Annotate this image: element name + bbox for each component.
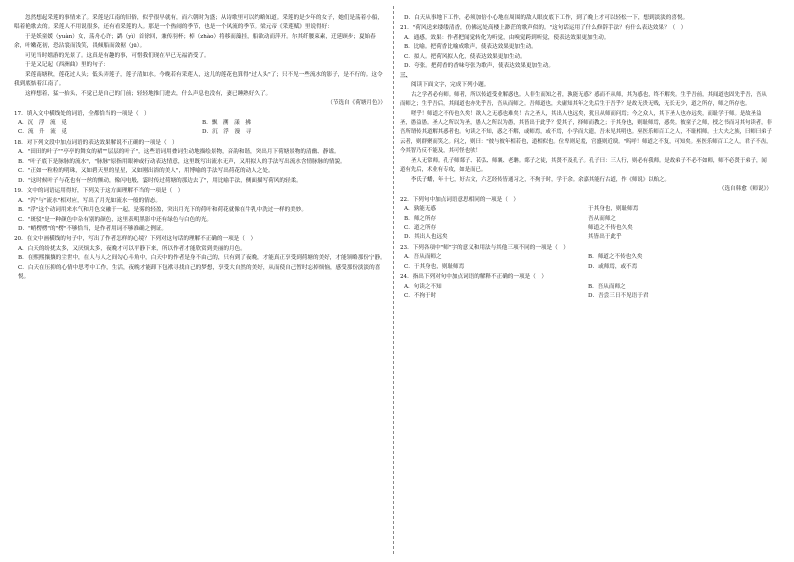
q22-option-d-right: 其皆出于此乎	[588, 234, 622, 241]
q21-option-a[interactable]: A．通感。效果：作者把闻觉转化为听觉，由嗅觉跨到听觉，使表达效果更加生动。	[404, 34, 610, 41]
q18-option-d[interactable]: D．"这时候叶子与花也有一丝的颤动，像闪电般，霎时传过荷塘的那边去了"，用比喻手法，侧面描写荷风的轻柔。	[18, 177, 302, 184]
q17-option-c[interactable]: C．流 升 流 觅	[18, 129, 68, 136]
q23-option-a[interactable]: A．吾从而师之	[404, 254, 442, 261]
q24-option-d[interactable]: D．吾尝三日不见语于君	[588, 293, 649, 300]
question-23	[400, 244, 772, 272]
q20-option-c[interactable]: C．白天在压抑的心情中思考中工作，生活，夜晚才能卸下包袱寻找自己的梦想，享受大自然的美好，从而使自己暂时忘掉烦恼，感受那份淡淡的喜悦。	[18, 264, 381, 281]
section-heading-3: 三、	[400, 72, 412, 79]
q17-option-a[interactable]: A．沉 浮 流 觅	[18, 119, 67, 126]
q23-option-c[interactable]: C．于其身也，则耻师焉	[404, 263, 465, 270]
question-24-stem: 24．指出下列对句中加点词语的解释不正确的一项是（ ）	[400, 274, 547, 281]
question-18	[14, 139, 386, 186]
q24-option-a[interactable]: A．句读之不知	[404, 283, 442, 290]
passage-para-6: 这样想着，猛一抬头，不觉已是自己的门前；轻轻地推门进去，什么声息也没有，妻已睡熟好久了。	[25, 90, 272, 97]
q22-option-a-right: 于其身也，则耻师焉	[588, 206, 639, 213]
q24-option-c[interactable]: C．不拘于时	[404, 293, 437, 300]
question-20-stem: 20．在文中画横线的句子中，写出了作者怎样的心境？下列对这句话的理解不正确的一项是（ ）	[14, 236, 257, 243]
q19-option-d[interactable]: D．"峭楞楞"的"楞"不够恰当，是作者用词不够准确之例证。	[18, 225, 168, 232]
q18-option-a[interactable]: A．"田田的叶子""亭亭的舞女的裙""层层的叶子"，这些语词用叠词生动地描绘景物，音韵和谐，突出月下荷塘景物的清幽、静谧。	[18, 149, 340, 156]
question-19	[14, 187, 386, 234]
q22-option-d-left[interactable]: D．其出人也远矣	[404, 234, 448, 241]
question-17-stem: 17．填入文中横线处的词语，全都恰当的一项是（ ）	[14, 110, 150, 117]
question-22	[400, 196, 772, 243]
passage-para-4: 于是又记起《西洲曲》里的句子：	[25, 62, 109, 69]
q20-option-a[interactable]: A．白天的纷扰太多，又厌烦太多，夜晚才可以平静下来，所以作者才能欣赏到美丽的月色。	[18, 245, 246, 252]
question-21-stem: 21．"荷风送来缕缕清香，仿佛远处高楼上渺茫的歌声似的。"这句话运用了什么修辞手法？有什么表达效果？（ ）	[400, 25, 687, 32]
question-23-stem: 23．下列各项中"师"字的意义和用法与其他三项不同的一项是（ ）	[400, 244, 569, 251]
right-column	[400, 14, 772, 302]
classical-passage-3: 圣人无常师。孔子师郯子、苌弘、师襄、老聃。郯子之徒，其贤不及孔子。孔子曰：三人行，则必有我师。是故弟子不必不如师，师不必贤于弟子，闻道有先后，术业有专攻，如是而已。	[400, 157, 767, 174]
q19-option-a[interactable]: A．"泻"与"流水"相对应，写出了月光如流水一般的情态。	[18, 197, 161, 204]
classical-passage-2: 嗟乎！师道之不传也久矣！欲人之无惑也难矣！古之圣人，其出人也远矣，犹且从师而问焉；今之众人，其下圣人也亦远矣，而耻学于师。是故圣益圣，愚益愚。圣人之所以为圣，愚人之所以为愚，其皆出于此乎？爱其子，择师而教之；于其身也，则耻师焉，惑矣。彼童子之师，授之书而习其句读者，非吾所谓传其道解其惑者也。句读之不知，惑之不解，或师焉，或不焉，小学而大遗，吾未见其明也。巫医乐师百工之人，不耻相师。士大夫之族，曰师曰弟子云者，则群聚而笑之。问之，则曰："彼与彼年相若也，道相似也。位卑则足羞，官盛则近谀。"呜呼！师道之不复，可知矣。巫医乐师百工之人，君子不齿，今其智乃反不能及，其可怪也欤！	[400, 110, 772, 155]
q19-option-b[interactable]: B．"浮"这个动词用来水气和月色交融于一起，是雾的轻盈，突出月光下的荷叶和荷花就像在牛乳中洗过一样的美妙。	[18, 207, 307, 214]
q21-option-b[interactable]: B．比喻。把荷香比喻成歌声，使表达效果更加生动。	[404, 44, 537, 51]
q17-option-d[interactable]: D．沉 浮 漫 寻	[202, 129, 252, 136]
q22-option-a-left[interactable]: A．孰能无惑	[404, 206, 437, 213]
left-column	[14, 14, 386, 283]
q22-option-b-right: 吾从而师之	[588, 215, 616, 222]
passage-para-3: 可见当时嬉游的光景了。这真是有趣的事，可惜我们现在早已无福消受了。	[25, 52, 210, 59]
question-24	[400, 273, 772, 301]
q21-option-c[interactable]: C．拟人。把荷风拟人化，使表达效果更加生动。	[404, 53, 526, 60]
classical-passage-4: 李氏子蟠，年十七，好古文，六艺经传皆通习之，不拘于时，学于余。余嘉其能行古道，作《师说》以贻之。	[411, 176, 670, 183]
q17-option-b[interactable]: B．飘 溯 漾 拂	[202, 119, 251, 126]
q18-option-c[interactable]: C．"正如一粒粒的明珠，又如碧天里的星星，又如刚出浴的美人"，用博喻的手法写出荷花的动人之处。	[18, 168, 274, 175]
passage-source: （节选自《荷塘月色》）	[327, 100, 386, 107]
passage-para-1: 忽然想起采莲的事情来了。采莲是江南的旧俗，似乎很早就有，而六朝时为盛；从诗歌里可以约略知道。采莲的是少年的女子，她们是荡着小船，唱着艳歌去的。采莲人不用说很多，还有看采莲的人。那是一个热闹的季节，也是一个风流的季节。梁元帝《采莲赋》里说得好：	[14, 15, 384, 31]
q24-option-b[interactable]: B．吾从而师之	[588, 283, 626, 290]
q22-option-c-left[interactable]: C．道之所存	[404, 224, 437, 231]
passage-para-2: 于是妖童媛（yuàn）女，荡舟心许；鹢（yì）首徐回，兼传羽杯；棹（zhào）将移而藻挂，船欲动而萍开。尔其纤腰束素，迁延顾步；夏始春余，叶嫩花初，恐沾裳而浅笑，畏倾船而敛裾（jū）。	[14, 33, 376, 50]
q23-option-d[interactable]: D．或师焉，或不焉	[588, 263, 638, 270]
question-22-stem: 22．下列句中加点词语意思相同的一项是（ ）	[400, 196, 519, 203]
q21-option-d[interactable]: D．夸张。把荷香的香味夸张为歌声，使表达效果更加生动。	[404, 63, 554, 70]
q18-option-b[interactable]: B．"叶子底下是脉脉的流水"，"脉脉"原指用眼神或行动表达情意，这里既写出流水无声，又用拟人的手法写出流水含情脉脉的情貌。	[18, 158, 346, 165]
passage-para-5: 采莲南塘秋，莲花过人头；低头弄莲子，莲子清如水。今晚若有采莲人，这儿的莲花也算得"过人头"了；只不见一些流水的影子，是不行的。这令我到底惦着江南了。	[14, 71, 383, 88]
q19-option-c[interactable]: C．"斑驳"是一种颜色中杂有别的颜色，这里表明黑影中还有绿色与白色的光。	[18, 216, 213, 223]
q22-option-b-left[interactable]: B．师之所存	[404, 215, 437, 222]
question-17	[14, 110, 386, 138]
question-21	[400, 24, 772, 71]
question-18-stem: 18．对下列文段中加点词语的表达效果解说不正确的一项是（ ）	[14, 139, 178, 146]
q20-option-d[interactable]: D．白天从事地下工作，必须加倍小心地在周围的敌人眼皮底下工作，到了晚上才可以轻松一下，想到淡淡的喜悦。	[404, 15, 689, 21]
q22-option-c-right: 师道之不传也久矣	[588, 224, 633, 231]
q23-option-b[interactable]: B．师道之不传也久矣	[588, 254, 643, 261]
classical-passage-1: 古之学者必有师。师者，所以传道受业解惑也。人非生而知之者，孰能无惑？惑而不从师，其为惑也，终不解矣。生乎吾前，其闻道也固先乎吾，吾从而师之；生乎吾后，其闻道也亦先乎吾，吾从而师之。吾师道也，夫庸知其年之先后生于吾乎？是故无贵无贱，无长无少，道之所存，师之所存也。	[400, 91, 767, 108]
question-19-stem: 19．文中的词语运用得好，下列关于这方面理解不当的一项是（ ）	[14, 188, 184, 195]
reading-instruction: 阅读下面文字，完成下列小题。	[411, 82, 490, 89]
question-20	[14, 235, 386, 282]
classical-source: （选自韩愈《师说》）	[718, 186, 772, 193]
column-divider	[393, 6, 394, 554]
q20-option-b[interactable]: B．在熙熙攘攘的尘世中，在人与人之间勾心斗角中，白天中的作者是身不由己的，只有到了夜晚，才能真正享受到荷塘的美好，才能领略那份宁静。	[18, 255, 386, 262]
